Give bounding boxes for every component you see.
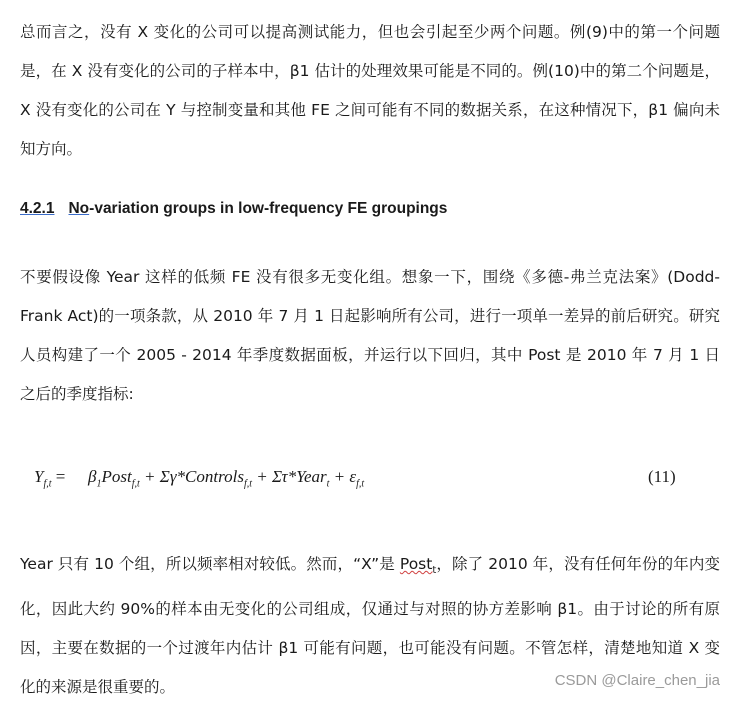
controls-term: Controls [185, 467, 244, 486]
beta-subscript: 1 [96, 478, 102, 490]
post-word-text: Post [399, 555, 433, 573]
section-number: 4.2.1 [20, 200, 55, 217]
controls-subscript: f,t [243, 478, 252, 490]
epsilon-term: + ε [329, 467, 357, 486]
gamma-term: + Σγ* [139, 467, 186, 486]
epsilon-subscript: f,t [356, 478, 365, 490]
lhs-subscript: f,t [43, 478, 52, 490]
post-word [399, 555, 437, 577]
post-term: Post [101, 467, 132, 486]
heading-first-word: No [68, 200, 90, 217]
paragraph-example: 不要假设像 Year 这样的低频 FE 没有很多无变化组。想象一下，围绕《多德-弗兰克法案》(Dodd-Frank Act)的一项条款，从 2010 年 7 月 1 日起影响所有公司，进行一项单一差异的前后研究。研究人员构建了一个 2005 - 2014 年季度数据面板，并运行以下回归，其中 Post 是 2010 年 7 月 1 日之后的季度指标: [20, 268, 720, 403]
beta-symbol: β [88, 467, 97, 486]
section-heading [20, 200, 447, 218]
discussion-part2: ，除了 2010 年，没有任何年份的年内变化，因此大约 90%的样本由无变化的公司组成，仅通过与对照的协方差影响 β1。由于讨论的所有原因，主要在数据的一个过渡年内估计 β1 可能有问题，也可能没有问题。不管怎样，清楚地知道 X 变化的来源是很重要的。 [20, 555, 720, 697]
heading-rest: -variation groups in low-frequency FE groupings [89, 200, 448, 217]
watermark: CSDN @Claire_chen_jia [554, 672, 720, 689]
equation-rhs [88, 467, 364, 489]
equation-number: (11) [648, 467, 676, 486]
regression-equation [34, 463, 684, 493]
year-subscript: t [326, 478, 330, 490]
year-term: Year [296, 467, 327, 486]
tau-term: + Στ* [252, 467, 297, 486]
post-word-subscript: t [432, 565, 437, 577]
discussion-part1: Year 只有 10 个组，所以频率相对较低。然而，“X”是 [20, 555, 400, 573]
lhs-variable: Y [34, 467, 44, 486]
paragraph-summary: 总而言之，没有 X 变化的公司可以提高测试能力，但也会引起至少两个问题。例(9)中的第一个问题是，在 X 没有变化的公司的子样本中，β1 估计的处理效果可能是不同的。例(10)中的第二个问题是，X 没有变化的公司在 Y 与控制变量和其他 FE 之间可能有不同的数据关系，在这种情况下，β1 偏向未知方向。 [20, 23, 720, 158]
equation-lhs [34, 467, 65, 489]
post-subscript: f,t [131, 478, 140, 490]
equals-sign: = [55, 467, 66, 486]
